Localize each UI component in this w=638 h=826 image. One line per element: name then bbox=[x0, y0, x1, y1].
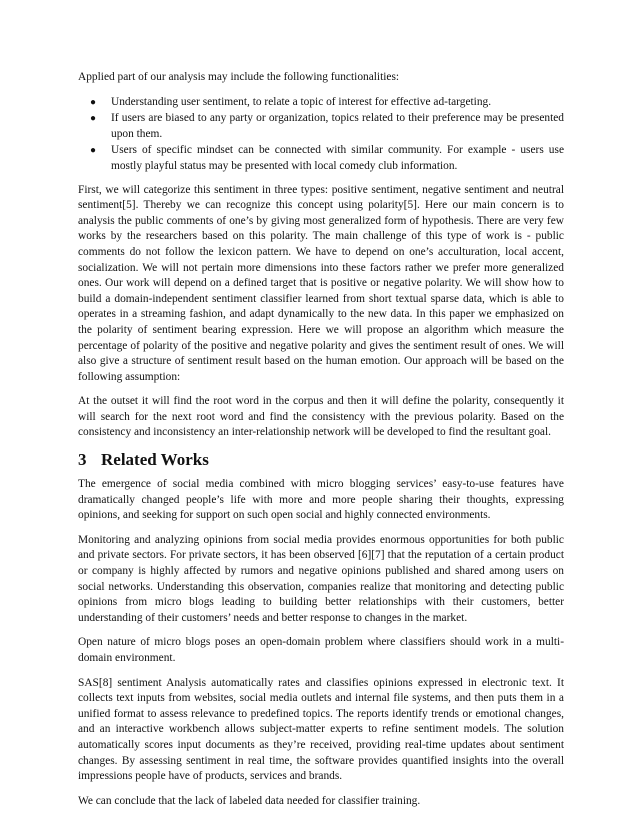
list-item-text: Users of specific mindset can be connected with similar community. For example - users use mostly playful status may be presented with local comedy club information. bbox=[111, 144, 564, 172]
paragraph: Monitoring and analyzing opinions from social media provides enormous opportunities for both public and private sectors. For private sectors, it has been observed [6][7] that the reputation of a certain product or company is highly affected by rumors and negative opinions published and shared among users on social networks. Understanding this observation, companies realize that monitoring and detecting public opinions from micro blogs leading to building better relationships with their customers, better understanding of their customers’ needs and better response to changes in the market. bbox=[78, 533, 564, 624]
list-item bbox=[78, 95, 564, 111]
section-title: Related Works bbox=[101, 450, 209, 470]
functionality-list bbox=[78, 95, 564, 175]
paragraph: At the outset it will find the root word in the corpus and then it will define the polarity, consequently it will search for the next root word and find the consistency with the previous polarity. Based on the consistency and inconsistency an inter-relationship network will be developed to find the resultant goal. bbox=[78, 395, 564, 439]
paragraph: Open nature of micro blogs poses an open-domain problem where classifiers should work in a multi-domain environment. bbox=[78, 636, 564, 664]
list-item-text: If users are biased to any party or organization, topics related to their preference may be presented upon them. bbox=[111, 112, 564, 140]
bullet-icon: ● bbox=[90, 145, 97, 157]
paragraph: SAS[8] sentiment Analysis automatically rates and classifies opinions expressed in electronic text. It collects text inputs from websites, social media outlets and internal file systems, and then puts them in a unified format to assess relevance to predefined topics. The reports identify trends or emotional changes, and an interactive workbench allows subject-matter experts to refine sentiment models. The solution automatically scores input documents as they’re received, providing real-time updates about sentiment changes. By assessing sentiment in real time, the software provides quantified insights into the overall impressions people have of products, services and brands. bbox=[78, 676, 564, 783]
section-number: 3 bbox=[78, 450, 87, 470]
bullet-icon: ● bbox=[90, 113, 97, 125]
intro-text: Applied part of our analysis may include the following functionalities: bbox=[78, 71, 400, 83]
bullet-icon: ● bbox=[90, 96, 97, 108]
paragraph: First, we will categorize this sentiment in three types: positive sentiment, negative sentiment and neutral sentiment[5]. Thereby we can recognize this concept using polarity[5]. Here our main concern is to analysis the public comments of one’s by giving most generalized form of hypothesis. There are very few works by the researchers based on this polarity. The main challenge of this type of work is - public comments do not follow the lexicon pattern. We have to depend on one’s acculturation, local accent, socialization. We will not pertain more dimensions into these factors rather we prefer more generalized ones. Our work will depend on a defined target that is positive or negative polarity. We will show how to build a domain-independent sentiment classifier learned from short textual sparse data, which is able to operates in a streaming fashion, and adapt dynamically to the new data. In this paper we emphasized on the polarity of sentiment bearing expression. Here we will propose an algorithm which measure the percentage of polarity of the positive and negative polarity and gives the sentiment result of ones. We will also give a structure of sentiment result based on the human emotion. Our approach will be based on the following assumption: bbox=[78, 183, 564, 383]
section-heading bbox=[78, 450, 564, 470]
list-item bbox=[78, 111, 564, 142]
document-page bbox=[78, 70, 564, 818]
list-item-text: Understanding user sentiment, to relate a topic of interest for effective ad-targeting. bbox=[111, 95, 492, 108]
list-item bbox=[78, 143, 564, 174]
paragraph: We can conclude that the lack of labeled data needed for classifier training. bbox=[78, 794, 421, 807]
paragraph: The emergence of social media combined with micro blogging services’ easy-to-use features have dramatically changed people’s life with more and more people sharing their thoughts, expressing opinions, and seeking for support on such open social and highly connected environments. bbox=[78, 478, 564, 522]
